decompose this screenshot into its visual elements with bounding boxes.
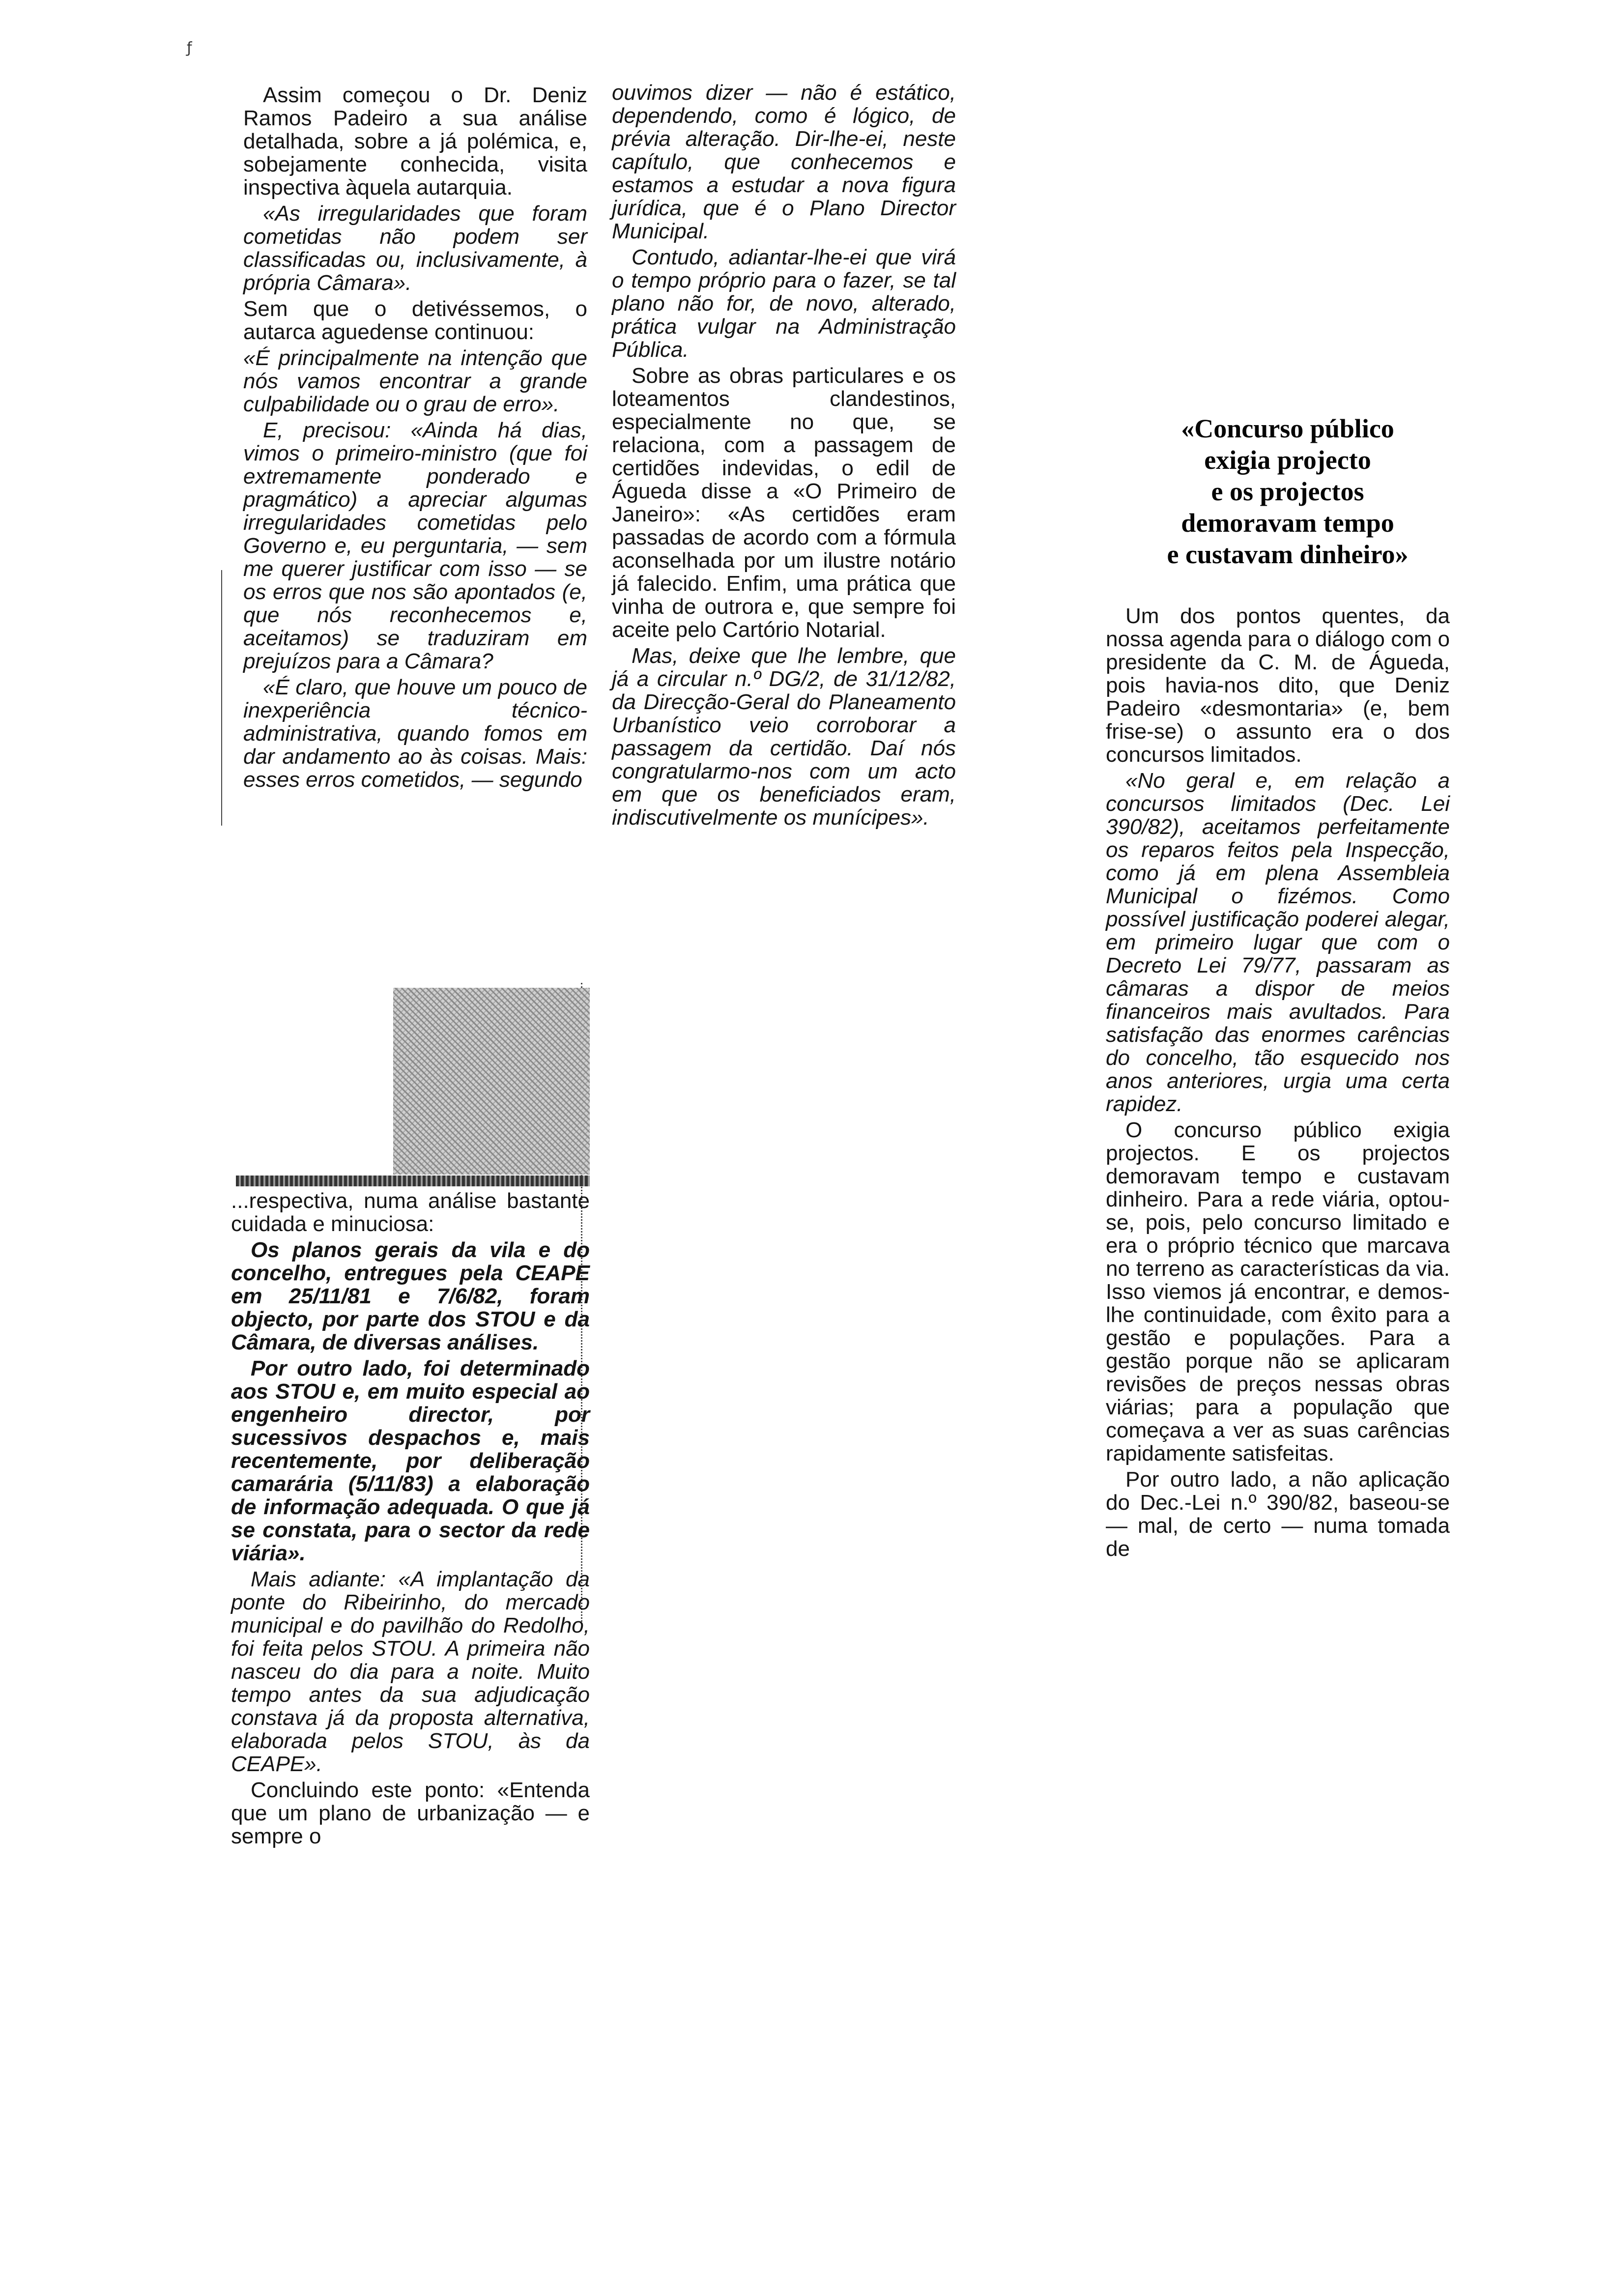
article-column-2 [612, 81, 956, 832]
paragraph: ouvimos dizer — não é estático, dependendo, como é lógico, de prévia alteração. Dir-lhe-ei, neste capítulo, que conhecemos e estamos a estudar a nova figura jurídica, que é o Plano Director Municipal. [612, 81, 956, 243]
paragraph: «No geral e, em relação a concursos limitados (Dec. Lei 390/82), aceitamos perfeitamente os reparos feitos pela Inspecção, como já em plena Assembleia Municipal o fizémos. Como possível justificação poderei alegar, em primeiro lugar que com o Decreto Lei 79/77, passaram as câmaras a dispor de meios financeiros mais avultados. Para satisfação das enormes carências do concelho, tão esquecido nos anos anteriores, urgia uma certa rapidez. [1106, 769, 1450, 1116]
paragraph: Por outro lado, a não aplicação do Dec.-Lei n.º 390/82, baseou-se — mal, de certo — numa tomada de [1106, 1467, 1450, 1561]
paragraph: Assim começou o Dr. Deniz Ramos Padeiro a sua análise detalhada, sobre a já polémica, e, sobejamente conhecida, visita inspectiva àquela autarquia. [243, 83, 587, 200]
paragraph: ...respectiva, numa análise bastante cuidada e minuciosa: [231, 1189, 590, 1236]
paragraph: «As irregularidades que foram cometidas não podem ser classificadas ou, inclusivamente, à própria Câmara». [243, 201, 587, 295]
photo-placeholder [393, 988, 590, 1175]
headline-line: demoravam tempo [1181, 508, 1394, 538]
paragraph: «É principalmente na intenção que nós vamos encontrar a grande culpabilidade ou o grau de erro». [243, 346, 587, 416]
paragraph: Os planos gerais da vila e do concelho, entregues pela CEAPE em 25/11/81 e 7/6/82, foram objecto, por parte dos STOU e da Câmara, de diversas análises. [231, 1238, 590, 1354]
article-column-1-top [243, 84, 587, 794]
headline [1150, 413, 1425, 570]
paragraph: Por outro lado, foi determinado aos STOU e, em muito especial ao engenheiro director, por sucessivos despachos e, mais recentemente, por deliberação camarária (5/11/83) a elaboração de informação adequada. O que já se constata, para o sector da rede viária». [231, 1356, 590, 1565]
article-column-3 [1106, 604, 1450, 1563]
paragraph: Concluindo este ponto: «Entenda que um plano de urbanização — e sempre o [231, 1778, 590, 1848]
article-column-1-bottom [231, 1189, 590, 1851]
paragraph: Sem que o detivéssemos, o autarca aguedense continuou: [243, 297, 587, 344]
headline-line: «Concurso público [1181, 414, 1394, 443]
paragraph: Mas, deixe que lhe lembre, que já a circular n.º DG/2, de 31/12/82, da Direcção-Geral do Planeamento Urbanístico veio corroborar a passagem da certidão. Daí nós congratularmo-nos com um acto em que os beneficiados eram, indiscutivelmente os munícipes». [612, 644, 956, 830]
corner-mark: ƒ [187, 39, 192, 57]
headline-line: exigia projecto [1204, 445, 1371, 475]
caption-strip [236, 1176, 590, 1186]
paragraph: Um dos pontos quentes, da nossa agenda para o diálogo com o presidente da C. M. de Águeda, pois havia-nos dito, que Deniz Padeiro «desmontaria» (e, bem frise-se) o assunto era o dos concursos limitados. [1106, 604, 1450, 767]
headline-line: e os projectos [1211, 477, 1364, 506]
paragraph: E, precisou: «Ainda há dias, vimos o primeiro-ministro (que foi extremamente ponderado e pragmático) a apreciar algumas irregularidades cometidas pelo Governo e, eu perguntaria, — sem me querer justificar com isso — se os erros que nos são apontados (e, que nós reconhecemos e, aceitamos) se traduziram em prejuízos para a Câmara? [243, 418, 587, 673]
paragraph: O concurso público exigia projectos. E os projectos demoravam tempo e custavam dinheiro. Para a rede viária, optou-se, pois, pelo concurso limitado e era o próprio técnico que marcava no terreno as características da via. Isso viemos já encontrar, e demos-lhe continuidade, com êxito para a gestão e populações. Para a gestão porque não se aplicaram revisões de preços nessas obras viárias; para a população que começava a ver as suas carências rapidamente satisfeitas. [1106, 1118, 1450, 1465]
paragraph: Sobre as obras particulares e os loteamentos clandestinos, especialmente no que, se relaciona, com a passagem de certidões indevidas, o edil de Águeda disse a «O Primeiro de Janeiro»: «As certidões eram passadas de acordo com a fórmula aconselhada por um ilustre notário já falecido. Enfim, uma prática que vinha de outrora e, que sempre foi aceite pelo Cartório Notarial. [612, 364, 956, 642]
paragraph: Contudo, adiantar-lhe-ei que virá o tempo próprio para o fazer, se tal plano não for, de novo, alterado, prática vulgar na Administração Pública. [612, 245, 956, 362]
paragraph: «É claro, que houve um pouco de inexperiência técnico-administrativa, quando fomos em dar andamento ao às coisas. Mais: esses erros cometidos, — segundo [243, 675, 587, 792]
paragraph: Mais adiante: «A implantação da ponte do Ribeirinho, do mercado municipal e do pavilhão do Redolho, foi feita pelos STOU. A primeira não nasceu do dia para a noite. Muito tempo antes da sua adjudicação constava já da proposta alternativa, elaborada pelos STOU, às da CEAPE». [231, 1567, 590, 1776]
margin-bracket [221, 570, 222, 826]
headline-line: e custavam dinheiro» [1167, 540, 1409, 569]
